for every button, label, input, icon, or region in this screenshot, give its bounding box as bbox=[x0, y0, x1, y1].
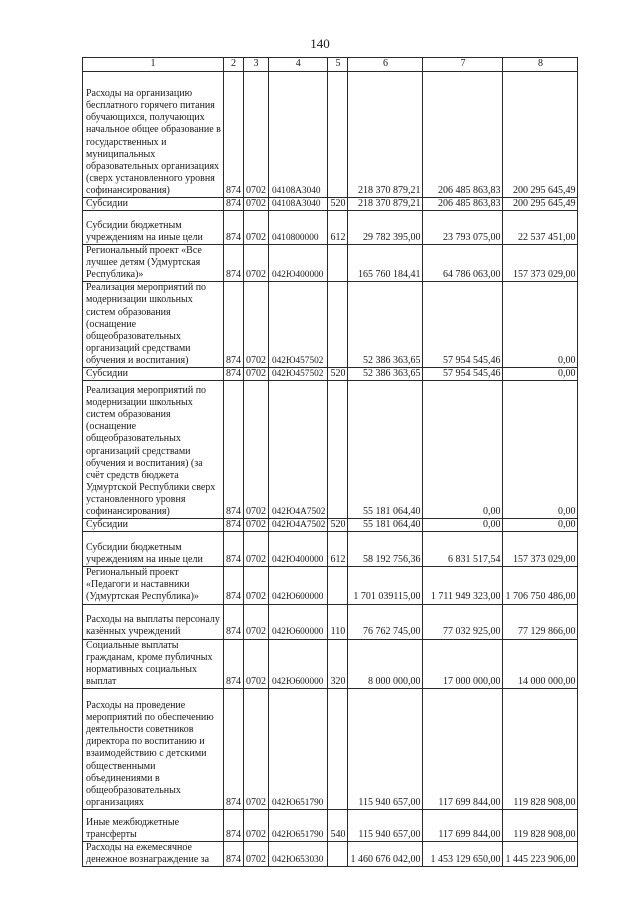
cell-ministry-code: 874 bbox=[224, 532, 244, 567]
cell-target-code: 042Ю400000 bbox=[269, 532, 328, 567]
cell-expense-type bbox=[328, 282, 348, 368]
cell-amount-col6: 218 370 879,21 bbox=[348, 198, 423, 211]
cell-amount-col7: 0,00 bbox=[423, 519, 503, 532]
cell-amount-col8: 0,00 bbox=[503, 282, 578, 368]
cell-amount-col7: 23 793 075,00 bbox=[423, 211, 503, 245]
cell-expense-type: 110 bbox=[328, 604, 348, 639]
table-row bbox=[83, 245, 578, 282]
budget-table bbox=[82, 57, 578, 867]
cell-section-code: 0702 bbox=[244, 72, 269, 198]
cell-amount-col6: 29 782 395,00 bbox=[348, 211, 423, 245]
cell-expense-type bbox=[328, 245, 348, 282]
cell-expense-type: 520 bbox=[328, 519, 348, 532]
cell-name: Иные межбюджетные трансферты bbox=[83, 809, 224, 841]
cell-name: Субсидии bbox=[83, 368, 224, 381]
table-row bbox=[83, 567, 578, 604]
cell-ministry-code: 874 bbox=[224, 381, 244, 519]
cell-amount-col8: 200 295 645,49 bbox=[503, 72, 578, 198]
cell-amount-col6: 1 701 039115,00 bbox=[348, 567, 423, 604]
cell-target-code: 042Ю400000 bbox=[269, 245, 328, 282]
cell-ministry-code: 874 bbox=[224, 245, 244, 282]
cell-expense-type: 612 bbox=[328, 211, 348, 245]
cell-amount-col7: 77 032 925,00 bbox=[423, 604, 503, 639]
table-row bbox=[83, 198, 578, 211]
cell-section-code: 0702 bbox=[244, 381, 269, 519]
cell-amount-col7: 6 831 517,54 bbox=[423, 532, 503, 567]
cell-amount-col7: 1 453 129 650,00 bbox=[423, 841, 503, 866]
cell-name: Реализация мероприятий по модернизации школьных систем образования (оснащение общеобразовательных организаций средствами обучения и воспитания) bbox=[83, 282, 224, 368]
cell-amount-col7: 57 954 545,46 bbox=[423, 368, 503, 381]
cell-amount-col7: 206 485 863,83 bbox=[423, 198, 503, 211]
table-row bbox=[83, 688, 578, 809]
cell-target-code: 0410800000 bbox=[269, 211, 328, 245]
cell-name: Субсидии бюджетным учреждениям на иные цели bbox=[83, 532, 224, 567]
cell-name: Субсидии bbox=[83, 198, 224, 211]
cell-name: Расходы на выплаты персоналу казённых учреждений bbox=[83, 604, 224, 639]
cell-ministry-code: 874 bbox=[224, 282, 244, 368]
cell-section-code: 0702 bbox=[244, 604, 269, 639]
header-col-2: 2 bbox=[224, 58, 244, 72]
cell-section-code: 0702 bbox=[244, 245, 269, 282]
cell-amount-col7: 0,00 bbox=[423, 381, 503, 519]
cell-target-code: 042Ю457502 bbox=[269, 368, 328, 381]
cell-amount-col7: 57 954 545,46 bbox=[423, 282, 503, 368]
cell-ministry-code: 874 bbox=[224, 72, 244, 198]
cell-amount-col8: 14 000 000,00 bbox=[503, 639, 578, 688]
cell-expense-type bbox=[328, 841, 348, 866]
cell-section-code: 0702 bbox=[244, 567, 269, 604]
cell-section-code: 0702 bbox=[244, 688, 269, 809]
cell-expense-type bbox=[328, 567, 348, 604]
cell-amount-col6: 52 386 363,65 bbox=[348, 368, 423, 381]
cell-amount-col7: 117 699 844,00 bbox=[423, 809, 503, 841]
cell-expense-type: 520 bbox=[328, 368, 348, 381]
cell-name: Социальные выплаты гражданам, кроме публичных нормативных социальных выплат bbox=[83, 639, 224, 688]
cell-amount-col7: 117 699 844,00 bbox=[423, 688, 503, 809]
table-row bbox=[83, 72, 578, 198]
table-row bbox=[83, 809, 578, 841]
cell-amount-col8: 157 373 029,00 bbox=[503, 532, 578, 567]
page-number: 140 bbox=[310, 36, 330, 51]
header-col-5: 5 bbox=[328, 58, 348, 72]
cell-target-code: 042Ю4A7502 bbox=[269, 381, 328, 519]
cell-amount-col6: 218 370 879,21 bbox=[348, 72, 423, 198]
cell-amount-col7: 1 711 949 323,00 bbox=[423, 567, 503, 604]
cell-ministry-code: 874 bbox=[224, 639, 244, 688]
table-row bbox=[83, 604, 578, 639]
cell-expense-type: 612 bbox=[328, 532, 348, 567]
cell-section-code: 0702 bbox=[244, 841, 269, 866]
cell-ministry-code: 874 bbox=[224, 809, 244, 841]
cell-section-code: 0702 bbox=[244, 519, 269, 532]
cell-target-code: 042Ю4A7502 bbox=[269, 519, 328, 532]
cell-expense-type: 520 bbox=[328, 198, 348, 211]
table-row bbox=[83, 211, 578, 245]
table-row bbox=[83, 368, 578, 381]
header-col-4: 4 bbox=[269, 58, 328, 72]
cell-ministry-code: 874 bbox=[224, 567, 244, 604]
cell-target-code: 042Ю600000 bbox=[269, 567, 328, 604]
table-row bbox=[83, 532, 578, 567]
cell-ministry-code: 874 bbox=[224, 604, 244, 639]
cell-expense-type: 540 bbox=[328, 809, 348, 841]
cell-amount-col6: 52 386 363,65 bbox=[348, 282, 423, 368]
cell-name: Региональный проект «Все лучшее детям (Удмуртская Республика)» bbox=[83, 245, 224, 282]
cell-amount-col8: 0,00 bbox=[503, 368, 578, 381]
cell-section-code: 0702 bbox=[244, 532, 269, 567]
cell-amount-col8: 22 537 451,00 bbox=[503, 211, 578, 245]
table-row bbox=[83, 282, 578, 368]
cell-section-code: 0702 bbox=[244, 211, 269, 245]
cell-amount-col7: 206 485 863,83 bbox=[423, 72, 503, 198]
cell-amount-col7: 17 000 000,00 bbox=[423, 639, 503, 688]
cell-name: Расходы на проведение мероприятий по обеспечению деятельности советников директора по воспитанию и взаимодействию с детскими общественными объединениями в общеобразовательных организациях bbox=[83, 688, 224, 809]
cell-amount-col8: 200 295 645,49 bbox=[503, 198, 578, 211]
cell-expense-type: 320 bbox=[328, 639, 348, 688]
cell-amount-col6: 76 762 745,00 bbox=[348, 604, 423, 639]
cell-section-code: 0702 bbox=[244, 368, 269, 381]
table-row bbox=[83, 519, 578, 532]
cell-target-code: 04108A3040 bbox=[269, 72, 328, 198]
cell-target-code: 042Ю600000 bbox=[269, 604, 328, 639]
table-row bbox=[83, 841, 578, 866]
table-row bbox=[83, 381, 578, 519]
cell-expense-type bbox=[328, 381, 348, 519]
cell-amount-col6: 115 940 657,00 bbox=[348, 809, 423, 841]
cell-amount-col7: 64 786 063,00 bbox=[423, 245, 503, 282]
cell-target-code: 042Ю651790 bbox=[269, 688, 328, 809]
cell-ministry-code: 874 bbox=[224, 841, 244, 866]
cell-target-code: 042Ю651790 bbox=[269, 809, 328, 841]
cell-ministry-code: 874 bbox=[224, 368, 244, 381]
cell-amount-col6: 1 460 676 042,00 bbox=[348, 841, 423, 866]
cell-section-code: 0702 bbox=[244, 198, 269, 211]
header-col-3: 3 bbox=[244, 58, 269, 72]
header-col-1: 1 bbox=[83, 58, 224, 72]
cell-name: Расходы на ежемесячное денежное вознаграждение за bbox=[83, 841, 224, 866]
cell-section-code: 0702 bbox=[244, 639, 269, 688]
cell-expense-type bbox=[328, 72, 348, 198]
cell-name: Реализация мероприятий по модернизации школьных систем образования (оснащение общеобразовательных организаций средствами обучения и воспитания) (за счёт средств бюджета Удмуртской Республики сверх установленного уровня софинансирования) bbox=[83, 381, 224, 519]
cell-amount-col6: 165 760 184,41 bbox=[348, 245, 423, 282]
cell-amount-col8: 0,00 bbox=[503, 381, 578, 519]
cell-amount-col6: 58 192 756,36 bbox=[348, 532, 423, 567]
cell-target-code: 042Ю600000 bbox=[269, 639, 328, 688]
table-row bbox=[83, 639, 578, 688]
cell-name: Расходы на организацию бесплатного горячего питания обучающихся, получающих начальное общее образование в государственных и муниципальных образовательных организациях (сверх установленного уровня софинансирования) bbox=[83, 72, 224, 198]
cell-ministry-code: 874 bbox=[224, 688, 244, 809]
header-col-7: 7 bbox=[423, 58, 503, 72]
cell-amount-col8: 157 373 029,00 bbox=[503, 245, 578, 282]
cell-amount-col6: 55 181 064,40 bbox=[348, 519, 423, 532]
cell-ministry-code: 874 bbox=[224, 198, 244, 211]
cell-section-code: 0702 bbox=[244, 809, 269, 841]
cell-amount-col8: 1 706 750 486,00 bbox=[503, 567, 578, 604]
cell-amount-col8: 77 129 866,00 bbox=[503, 604, 578, 639]
cell-amount-col8: 1 445 223 906,00 bbox=[503, 841, 578, 866]
header-col-6: 6 bbox=[348, 58, 423, 72]
cell-ministry-code: 874 bbox=[224, 519, 244, 532]
table-header-row bbox=[83, 58, 578, 72]
cell-section-code: 0702 bbox=[244, 282, 269, 368]
cell-amount-col6: 55 181 064,40 bbox=[348, 381, 423, 519]
cell-ministry-code: 874 bbox=[224, 211, 244, 245]
cell-amount-col8: 119 828 908,00 bbox=[503, 688, 578, 809]
cell-name: Региональный проект «Педагоги и наставники (Удмуртская Республика)» bbox=[83, 567, 224, 604]
cell-amount-col6: 115 940 657,00 bbox=[348, 688, 423, 809]
cell-amount-col8: 0,00 bbox=[503, 519, 578, 532]
header-col-8: 8 bbox=[503, 58, 578, 72]
cell-target-code: 042Ю457502 bbox=[269, 282, 328, 368]
cell-amount-col6: 8 000 000,00 bbox=[348, 639, 423, 688]
cell-name: Субсидии bbox=[83, 519, 224, 532]
cell-expense-type bbox=[328, 688, 348, 809]
cell-target-code: 042Ю653030 bbox=[269, 841, 328, 866]
cell-target-code: 04108A3040 bbox=[269, 198, 328, 211]
cell-amount-col8: 119 828 908,00 bbox=[503, 809, 578, 841]
cell-name: Субсидии бюджетным учреждениям на иные цели bbox=[83, 211, 224, 245]
